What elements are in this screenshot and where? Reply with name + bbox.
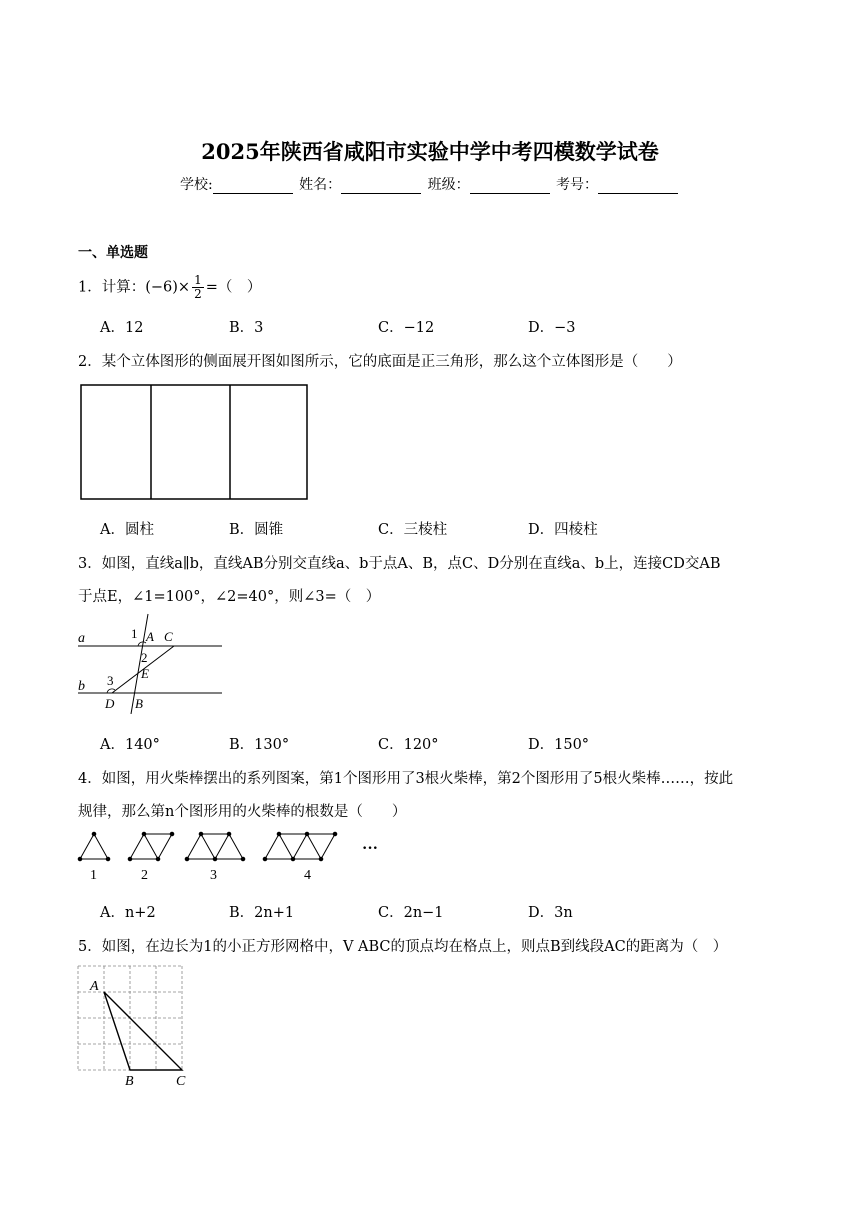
label-angle-2: 2: [141, 650, 148, 665]
fig-label-1: 1: [90, 868, 97, 883]
number-blank[interactable]: [598, 179, 678, 194]
q1-suffix: =（ ）: [205, 279, 262, 296]
fig-label-4: 4: [304, 868, 311, 883]
label-C: C: [176, 1074, 186, 1089]
q3-parallel-lines-figure: [74, 610, 226, 714]
page-title: 2025年陕西省咸阳市实验中学中考四模数学试卷: [201, 139, 659, 164]
section-heading: 一、单选题: [78, 245, 148, 261]
question-5: 5．如图，在边长为1的小正方形网格中，V ABC的顶点均在格点上，则点B到线段AC的距离为（ ）: [78, 939, 728, 955]
q2-net-figure: [78, 382, 310, 502]
q1-option-d[interactable]: D．−3: [528, 320, 576, 336]
class-blank[interactable]: [470, 179, 550, 194]
q2-option-c[interactable]: C．三棱柱: [378, 522, 448, 538]
q2-option-a[interactable]: A．圆柱: [100, 522, 154, 538]
label-D: D: [105, 696, 115, 711]
label-B: B: [125, 1074, 134, 1089]
name-blank[interactable]: [341, 179, 421, 194]
label-angle-1: 1: [131, 626, 138, 641]
label-C: C: [164, 629, 173, 644]
label-a: a: [78, 631, 85, 646]
label-A: A: [146, 629, 154, 644]
q2-option-d[interactable]: D．四棱柱: [528, 522, 598, 538]
q4-option-b[interactable]: B．2n+1: [229, 905, 295, 921]
fig-label-2: 2: [141, 868, 148, 883]
q3-option-a[interactable]: A．140°: [100, 737, 160, 753]
q4-option-a[interactable]: A．n+2: [100, 905, 156, 921]
question-1: [78, 274, 261, 301]
fig-label-3: 3: [210, 868, 217, 883]
name-label: 姓名：: [299, 177, 342, 193]
q3-option-d[interactable]: D．150°: [528, 737, 590, 753]
q1-frac-num: 1: [194, 273, 202, 287]
q1-expr: (−6)×: [145, 279, 191, 296]
q1-option-c[interactable]: C．−12: [378, 320, 435, 336]
student-info-line: [0, 174, 860, 194]
school-blank[interactable]: [213, 179, 293, 194]
q3-option-c[interactable]: C．120°: [378, 737, 439, 753]
q2-option-b[interactable]: B．圆锥: [229, 522, 284, 538]
q5-grid-triangle-figure: [70, 960, 196, 1090]
q1-fraction: [192, 274, 204, 301]
q1-option-b[interactable]: B．3: [229, 320, 264, 336]
question-3-line1: 3．如图，直线a∥b，直线AB分别交直线a、b于点A、B，点C、D分别在直线a、b上，连接CD交AB: [78, 556, 721, 572]
class-label: 班级：: [427, 177, 470, 193]
q1-prefix: 1．计算：: [78, 279, 146, 296]
label-E: E: [141, 666, 149, 681]
label-B: B: [135, 696, 143, 711]
label-b: b: [78, 679, 85, 694]
question-2: 2．某个立体图形的侧面展开图如图所示，它的底面是正三角形，那么这个立体图形是（ ）: [78, 354, 682, 370]
q1-option-a[interactable]: A．12: [100, 320, 144, 336]
q3-option-b[interactable]: B．130°: [229, 737, 290, 753]
question-4-line1: 4．如图，用火柴棒摆出的系列图案，第1个图形用了3根火柴棒，第2个图形用了5根火柴棒……，按此: [78, 771, 734, 787]
q4-option-c[interactable]: C．2n−1: [378, 905, 444, 921]
question-3-line2: 于点E，∠1=100°，∠2=40°，则∠3=（ ）: [78, 589, 381, 605]
q4-matchstick-figure: [74, 828, 384, 884]
label-A: A: [90, 979, 99, 994]
label-angle-3: 3: [107, 673, 114, 688]
number-label: 考号：: [556, 177, 599, 193]
ellipsis: ···: [362, 840, 379, 857]
school-label: 学校:: [179, 177, 213, 193]
question-4-line2: 规律，那么第n个图形用的火柴棒的根数是（ ）: [78, 804, 407, 820]
q1-frac-den: 2: [194, 287, 202, 301]
q4-option-d[interactable]: D．3n: [528, 905, 573, 921]
